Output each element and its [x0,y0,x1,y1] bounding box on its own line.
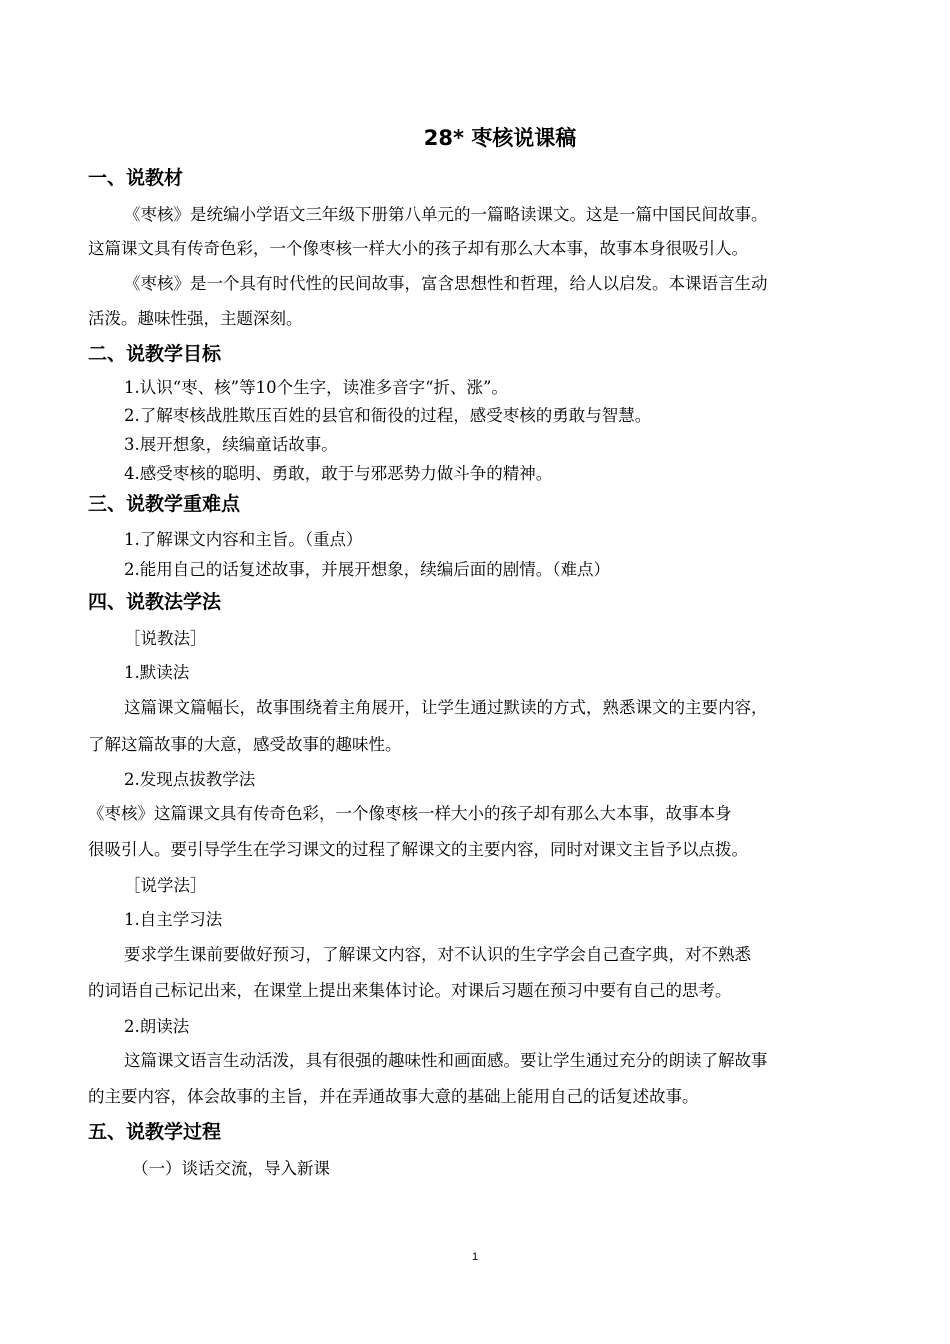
paragraph-line: 的词语自己标记出来，在课堂上提出来集体讨论。对课后习题在预习中要有自己的思考。 [88,981,732,1000]
paragraph-line: 《枣核》是一个具有时代性的民间故事，富含思想性和哲理，给人以启发。本课语言生动 [124,274,768,293]
paragraph-line: 了解这篇故事的大意，感受故事的趣味性。 [88,735,402,754]
goal-item: 3.展开想象，续编童话故事。 [124,435,338,454]
paragraph-line: 这篇课文语言生动活泼，具有很强的趣味性和画面感。要让学生通过充分的朗读了解故事 [124,1051,768,1070]
method-title: 2.朗读法 [124,1017,190,1036]
paragraph-line: 活泼。趣味性强，主题深刻。 [88,309,303,328]
section-heading-1: 一、说教材 [88,167,184,189]
paragraph-line: 《枣核》是统编小学语文三年级下册第八单元的一篇略读课文。这是一篇中国民间故事。 [124,205,768,224]
goal-item: 1.认识“枣、核”等10个生字，读准多音字“折、涨”。 [124,378,508,397]
paragraph-line: 这篇课文具有传奇色彩，一个像枣核一样大小的孩子却有那么大本事，故事本身很吸引人。 [88,239,748,258]
subsection-label: ［说学法］ [124,876,207,895]
key-point-item: 1.了解课文内容和主旨。（重点） [124,530,363,549]
goal-item: 2.了解枣核战胜欺压百姓的县官和衙役的过程，感受枣核的勇敢与智慧。 [124,406,652,425]
document-title: 28* 枣核说课稿 [423,126,577,150]
paragraph-line: 这篇课文篇幅长，故事围绕着主角展开，让学生通过默读的方式，熟悉课文的主要内容， [124,698,768,717]
paragraph-line: 要求学生课前要做好预习，了解课文内容，对不认识的生字学会自己查字典，对不熟悉 [124,945,751,964]
paragraph-line: 的主要内容，体会故事的主旨，并在弄通故事大意的基础上能用自己的话复述故事。 [88,1087,699,1106]
method-title: 1.默读法 [124,663,190,682]
goal-item: 4.感受枣核的聪明、勇敢，敢于与邪恶势力做斗争的精神。 [124,464,553,483]
section-heading-3: 三、说教学重难点 [88,493,241,515]
section-heading-5: 五、说教学过程 [88,1121,222,1143]
section-heading-2: 二、说教学目标 [88,343,222,365]
section-heading-4: 四、说教法学法 [88,591,222,613]
paragraph-line: 很吸引人。要引导学生在学习课文的过程了解课文的主要内容，同时对课文主旨予以点拨。 [88,840,748,859]
process-step: （一）谈话交流，导入新课 [132,1159,330,1178]
method-title: 1.自主学习法 [124,910,223,929]
subsection-label: ［说教法］ [124,629,207,648]
key-point-item: 2.能用自己的话复述故事，并展开想象，续编后面的剧情。（难点） [124,560,610,579]
page-number: 1 [471,1251,479,1263]
method-title: 2.发现点拔教学法 [124,770,256,789]
paragraph-line: 《枣核》这篇课文具有传奇色彩，一个像枣核一样大小的孩子却有那么大本事，故事本身 [88,804,732,823]
